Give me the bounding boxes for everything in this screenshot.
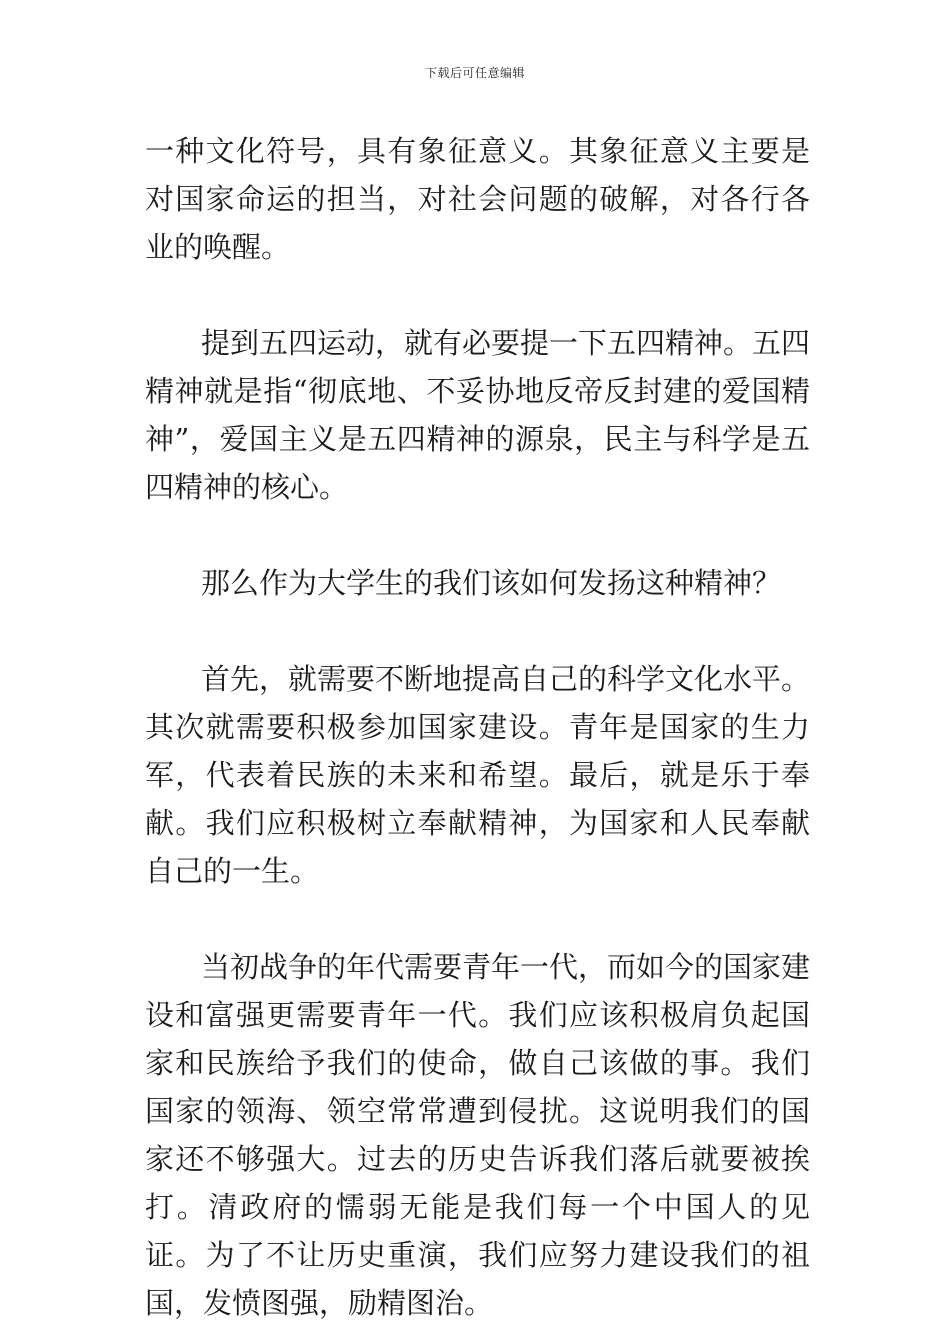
page-header-note: 下载后可任意编辑	[424, 66, 525, 80]
paragraph-continuation: 一种文化符号，具有象征意义。其象征意义主要是对国家命运的担当，对社会问题的破解，对各行各业的唤醒。	[145, 134, 810, 264]
document-body	[145, 127, 810, 1327]
paragraph-actions: 首先，就需要不断地提高自己的科学文化水平。其次就需要积极参加国家建设。青年是国家的生力军，代表着民族的未来和希望。最后，就是乐于奉献。我们应积极树立奉献精神，为国家和人民奉献自己的一生。	[145, 662, 811, 888]
paragraph-question: 那么作为大学生的我们该如何发扬这种精神？	[201, 566, 782, 600]
paragraph-may-fourth-spirit: 提到五四运动，就有必要提一下五四精神。五四精神就是指“彻底地、不妥协地反帝反封建的爱国精神”，爱国主义是五四精神的源泉，民主与科学是五四精神的核心。	[145, 326, 811, 504]
paragraph-youth-duty: 当初战争的年代需要青年一代，而如今的国家建设和富强更需要青年一代。我们应该积极肩负起国家和民族给予我们的使命，做自己该做的事。我们国家的领海、领空常常遭到侵扰。这说明我们的国家还不够强大。过去的历史告诉我们落后就要被挨打。清政府的懦弱无能是我们每一个中国人的见证。为了不让历史重演，我们应努力建设我们的祖国，发愤图强，励精图治。	[145, 950, 811, 1320]
